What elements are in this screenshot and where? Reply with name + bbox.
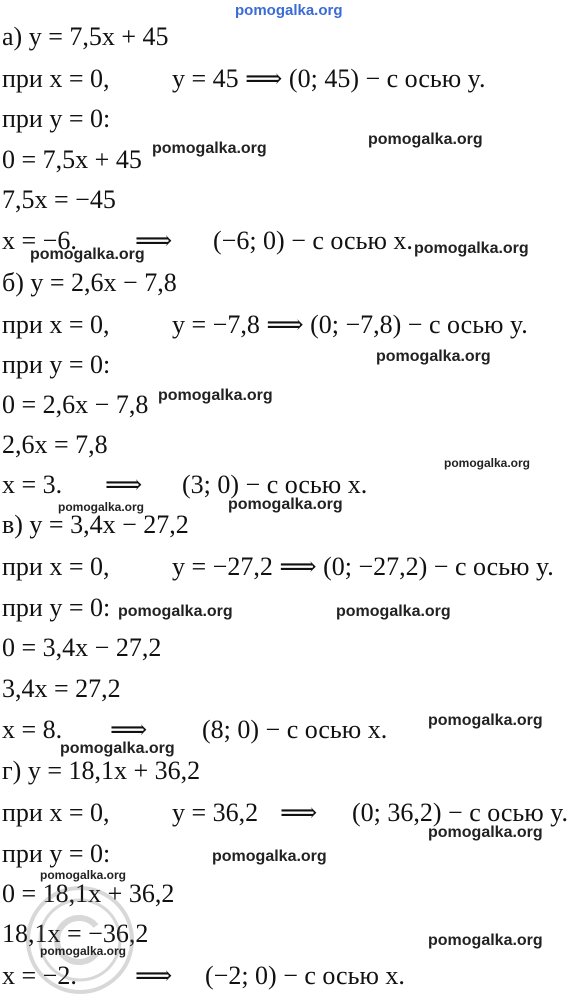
part-d-line4: 18,1x = −36,2: [2, 919, 149, 948]
part-a-line1: при x = 0,: [2, 64, 110, 93]
part-d-arrow1: ⟹: [280, 798, 318, 827]
part-d-arrow2: ⟹: [135, 961, 173, 990]
watermark: pomogalka.org: [58, 500, 145, 514]
part-a-line2: при y = 0:: [2, 104, 111, 133]
watermark: pomogalka.org: [414, 240, 529, 257]
part-a-heading: а) y = 7,5x + 45: [2, 22, 169, 51]
watermark: pomogalka.org: [376, 348, 491, 365]
part-c-line1: при x = 0,: [2, 552, 110, 581]
part-c-heading: в) y = 3,4x − 27,2: [2, 510, 189, 539]
part-d-line1-point: (0; 36,2) − с осью y.: [352, 798, 569, 827]
part-a-line1-result: y = 45 ⟹ (0; 45) − с осью y.: [172, 64, 486, 93]
part-b-line4: 2,6x = 7,8: [2, 430, 108, 459]
part-b-line3: 0 = 2,6x − 7,8: [2, 390, 149, 419]
part-c-line2: при y = 0:: [2, 593, 111, 622]
watermark: pomogalka.org: [428, 932, 543, 949]
part-d-heading: г) y = 18,1x + 36,2: [2, 756, 201, 785]
watermark: pomogalka.org: [40, 944, 127, 958]
part-d-line5-result: (−2; 0) − с осью x.: [205, 961, 405, 990]
watermark: pomogalka.org: [428, 824, 543, 841]
part-d-line1-result: y = 36,2: [172, 798, 259, 827]
watermark: pomogalka.org: [152, 140, 267, 157]
part-b-line1-result: y = −7,8 ⟹ (0; −7,8) − с осью y.: [172, 310, 528, 339]
part-a-line3: 0 = 7,5x + 45: [2, 145, 142, 174]
part-c-arrow: ⟹: [110, 715, 148, 744]
part-d-line2: при y = 0:: [2, 839, 111, 868]
part-c-line5-result: (8; 0) − с осью x.: [202, 715, 388, 744]
part-a-arrow: ⟹: [135, 226, 173, 255]
watermark: pomogalka.org: [444, 456, 531, 470]
part-b-heading: б) y = 2,6x − 7,8: [2, 268, 177, 297]
part-b-line1: при x = 0,: [2, 310, 110, 339]
part-c-line1-result: y = −27,2 ⟹ (0; −27,2) − с осью y.: [172, 552, 554, 581]
part-c-line4: 3,4x = 27,2: [2, 674, 121, 703]
part-b-line5: x = 3.: [2, 470, 63, 499]
part-c-line5: x = 8.: [2, 715, 63, 744]
part-d-line5: x = −2.: [2, 961, 77, 990]
copyright-seal-icon: [20, 880, 140, 1000]
watermark: pomogalka.org: [336, 603, 451, 620]
watermark: pomogalka.org: [428, 712, 543, 729]
part-c-line3: 0 = 3,4x − 27,2: [2, 633, 162, 662]
part-a-line5: x = −6.: [2, 226, 77, 255]
watermark: pomogalka.org: [30, 246, 145, 263]
watermark: pomogalka.org: [60, 740, 175, 757]
part-b-arrow: ⟹: [105, 470, 143, 499]
part-b-line2: при y = 0:: [2, 350, 111, 379]
part-b-line5-result: (3; 0) − с осью x.: [182, 470, 368, 499]
part-d-line3: 0 = 18,1x + 36,2: [2, 879, 175, 908]
watermark: pomogalka.org: [212, 848, 327, 865]
watermark: pomogalka.org: [118, 603, 233, 620]
part-a-line5-result: (−6; 0) − с осью x.: [213, 226, 413, 255]
part-d-line1: при x = 0,: [2, 798, 110, 827]
watermark: pomogalka.org: [228, 496, 343, 513]
watermark: pomogalka.org: [40, 868, 127, 882]
part-a-line4: 7,5x = −45: [2, 185, 116, 214]
watermark: pomogalka.org: [158, 387, 273, 404]
watermark: pomogalka.org: [368, 131, 483, 148]
watermark-top: pomogalka.org: [235, 2, 343, 19]
